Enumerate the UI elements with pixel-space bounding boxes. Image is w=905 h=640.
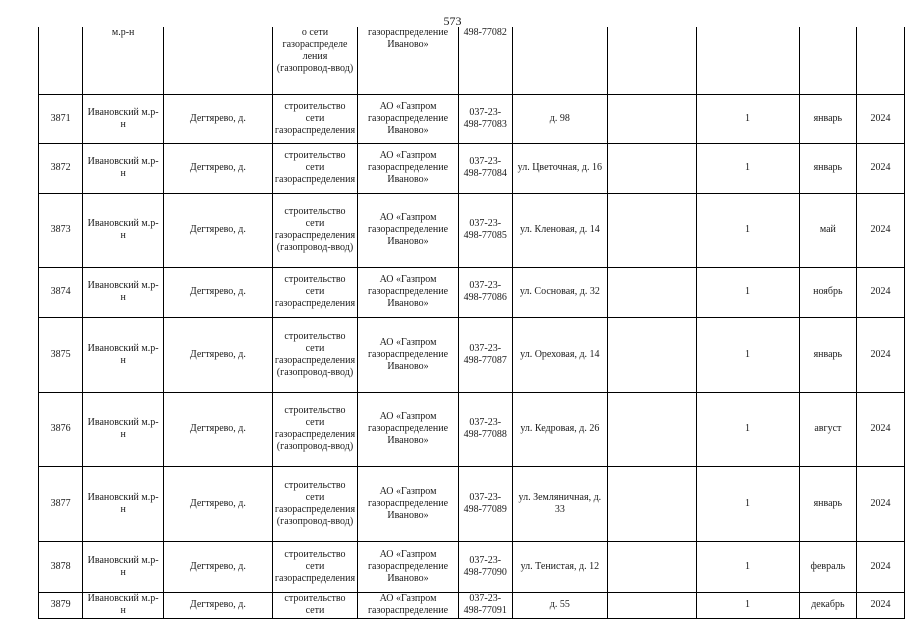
month-cell: декабрь bbox=[799, 592, 857, 618]
page-number: 573 bbox=[443, 14, 462, 28]
empty-cell bbox=[608, 541, 696, 592]
district-cell: Ивановский м.р-н bbox=[83, 392, 164, 466]
address-cell: ул. Ореховая, д. 14 bbox=[512, 317, 607, 392]
operator-cell: АО «Газпром газораспределение Иваново» bbox=[358, 317, 459, 392]
operator-cell: АО «Газпром газораспределение bbox=[358, 592, 459, 618]
work-type-cell: строительство сети газораспределения bbox=[272, 541, 357, 592]
quantity-cell: 1 bbox=[696, 541, 799, 592]
table-row bbox=[39, 541, 905, 592]
operator-cell: АО «Газпром газораспределение Иваново» bbox=[358, 193, 459, 267]
year-cell: 2024 bbox=[857, 541, 905, 592]
work-type-cell: строительство сети газораспределения (газопровод-ввод) bbox=[272, 193, 357, 267]
locality-cell: Дегтярево, д. bbox=[163, 193, 272, 267]
year-cell: 2024 bbox=[857, 392, 905, 466]
month-cell: ноябрь bbox=[799, 267, 857, 317]
empty-cell bbox=[608, 27, 696, 94]
quantity-cell: 1 bbox=[696, 466, 799, 541]
locality-cell: Дегтярево, д. bbox=[163, 392, 272, 466]
address-cell: ул. Кедровая, д. 26 bbox=[512, 392, 607, 466]
row-number-cell: 3876 bbox=[39, 392, 83, 466]
month-cell: январь bbox=[799, 143, 857, 193]
table-row bbox=[39, 267, 905, 317]
operator-cell: АО «Газпром газораспределение Иваново» bbox=[358, 143, 459, 193]
quantity-cell: 1 bbox=[696, 193, 799, 267]
operator-cell: АО «Газпром газораспределение Иваново» bbox=[358, 94, 459, 143]
table-row bbox=[39, 193, 905, 267]
locality-cell: Дегтярево, д. bbox=[163, 466, 272, 541]
row-number-cell: 3875 bbox=[39, 317, 83, 392]
quantity-cell: 1 bbox=[696, 317, 799, 392]
address-cell: ул. Цветочная, д. 16 bbox=[512, 143, 607, 193]
code-cell: 037-23-498-77087 bbox=[458, 317, 512, 392]
work-type-cell: строительство сети газораспределения (газопровод-ввод) bbox=[272, 466, 357, 541]
address-cell: д. 98 bbox=[512, 94, 607, 143]
code-cell: 037-23-498-77090 bbox=[458, 541, 512, 592]
empty-cell bbox=[608, 143, 696, 193]
row-number-cell: 3879 bbox=[39, 592, 83, 618]
locality-cell: Дегтярево, д. bbox=[163, 317, 272, 392]
locality-cell: Дегтярево, д. bbox=[163, 592, 272, 618]
month-cell bbox=[799, 27, 857, 94]
empty-cell bbox=[608, 592, 696, 618]
quantity-cell: 1 bbox=[696, 94, 799, 143]
district-cell: Ивановский м.р-н bbox=[83, 267, 164, 317]
empty-cell bbox=[608, 267, 696, 317]
year-cell: 2024 bbox=[857, 193, 905, 267]
district-cell: Ивановский м.р-н bbox=[83, 94, 164, 143]
table-row-partial bbox=[39, 27, 905, 94]
work-type-cell: строительство сети газораспределения bbox=[272, 143, 357, 193]
code-cell: 037-23-498-77083 bbox=[458, 94, 512, 143]
district-cell: Ивановский м.р-н bbox=[83, 541, 164, 592]
year-cell: 2024 bbox=[857, 143, 905, 193]
code-cell: 037-23-498-77086 bbox=[458, 267, 512, 317]
work-type-cell: строительство сети газораспределения bbox=[272, 94, 357, 143]
quantity-cell: 1 bbox=[696, 592, 799, 618]
operator-cell: АО «Газпром газораспределение Иваново» bbox=[358, 267, 459, 317]
year-cell: 2024 bbox=[857, 267, 905, 317]
year-cell: 2024 bbox=[857, 317, 905, 392]
table-row bbox=[39, 592, 905, 618]
table-row bbox=[39, 94, 905, 143]
year-cell: 2024 bbox=[857, 466, 905, 541]
operator-cell: АО «Газпром газораспределение Иваново» bbox=[358, 466, 459, 541]
registry-table bbox=[38, 27, 905, 619]
address-cell bbox=[512, 27, 607, 94]
table-row bbox=[39, 143, 905, 193]
month-cell: май bbox=[799, 193, 857, 267]
table-row bbox=[39, 392, 905, 466]
empty-cell bbox=[608, 392, 696, 466]
month-cell: январь bbox=[799, 317, 857, 392]
month-cell: февраль bbox=[799, 541, 857, 592]
table-row bbox=[39, 317, 905, 392]
quantity-cell: 1 bbox=[696, 267, 799, 317]
work-type-cell: о сети газораспределе ления (газопровод-ввод) bbox=[272, 27, 357, 94]
quantity-cell bbox=[696, 27, 799, 94]
address-cell: ул. Земляничная, д. 33 bbox=[512, 466, 607, 541]
work-type-cell: строительство сети bbox=[272, 592, 357, 618]
district-cell: Ивановский м.р-н bbox=[83, 143, 164, 193]
quantity-cell: 1 bbox=[696, 392, 799, 466]
row-number-cell: 3874 bbox=[39, 267, 83, 317]
row-number-cell: 3878 bbox=[39, 541, 83, 592]
year-cell: 2024 bbox=[857, 592, 905, 618]
work-type-cell: строительство сети газораспределения bbox=[272, 267, 357, 317]
empty-cell bbox=[608, 466, 696, 541]
locality-cell: Дегтярево, д. bbox=[163, 541, 272, 592]
work-type-cell: строительство сети газораспределения (газопровод-ввод) bbox=[272, 392, 357, 466]
locality-cell bbox=[163, 27, 272, 94]
month-cell: август bbox=[799, 392, 857, 466]
quantity-cell: 1 bbox=[696, 143, 799, 193]
code-cell: 037-23-498-77088 bbox=[458, 392, 512, 466]
locality-cell: Дегтярево, д. bbox=[163, 267, 272, 317]
year-cell bbox=[857, 27, 905, 94]
code-cell: 037-23-498-77084 bbox=[458, 143, 512, 193]
row-number-cell bbox=[39, 27, 83, 94]
district-cell: Ивановский м.р-н bbox=[83, 193, 164, 267]
address-cell: ул. Тенистая, д. 12 bbox=[512, 541, 607, 592]
locality-cell: Дегтярево, д. bbox=[163, 94, 272, 143]
empty-cell bbox=[608, 193, 696, 267]
empty-cell bbox=[608, 94, 696, 143]
table-row bbox=[39, 466, 905, 541]
locality-cell: Дегтярево, д. bbox=[163, 143, 272, 193]
month-cell: январь bbox=[799, 466, 857, 541]
district-cell: Ивановский м.р-н bbox=[83, 317, 164, 392]
operator-cell: газораспределение Иваново» bbox=[358, 27, 459, 94]
code-cell: 037-23-498-77091 bbox=[458, 592, 512, 618]
code-cell: 037-23-498-77085 bbox=[458, 193, 512, 267]
month-cell: январь bbox=[799, 94, 857, 143]
empty-cell bbox=[608, 317, 696, 392]
district-cell: Ивановский м.р-н bbox=[83, 592, 164, 618]
row-number-cell: 3871 bbox=[39, 94, 83, 143]
address-cell: ул. Кленовая, д. 14 bbox=[512, 193, 607, 267]
row-number-cell: 3877 bbox=[39, 466, 83, 541]
code-cell: 498-77082 bbox=[458, 27, 512, 94]
district-cell: м.р-н bbox=[83, 27, 164, 94]
address-cell: д. 55 bbox=[512, 592, 607, 618]
district-cell: Ивановский м.р-н bbox=[83, 466, 164, 541]
year-cell: 2024 bbox=[857, 94, 905, 143]
row-number-cell: 3872 bbox=[39, 143, 83, 193]
operator-cell: АО «Газпром газораспределение Иваново» bbox=[358, 541, 459, 592]
operator-cell: АО «Газпром газораспределение Иваново» bbox=[358, 392, 459, 466]
work-type-cell: строительство сети газораспределения (газопровод-ввод) bbox=[272, 317, 357, 392]
code-cell: 037-23-498-77089 bbox=[458, 466, 512, 541]
row-number-cell: 3873 bbox=[39, 193, 83, 267]
address-cell: ул. Сосновая, д. 32 bbox=[512, 267, 607, 317]
